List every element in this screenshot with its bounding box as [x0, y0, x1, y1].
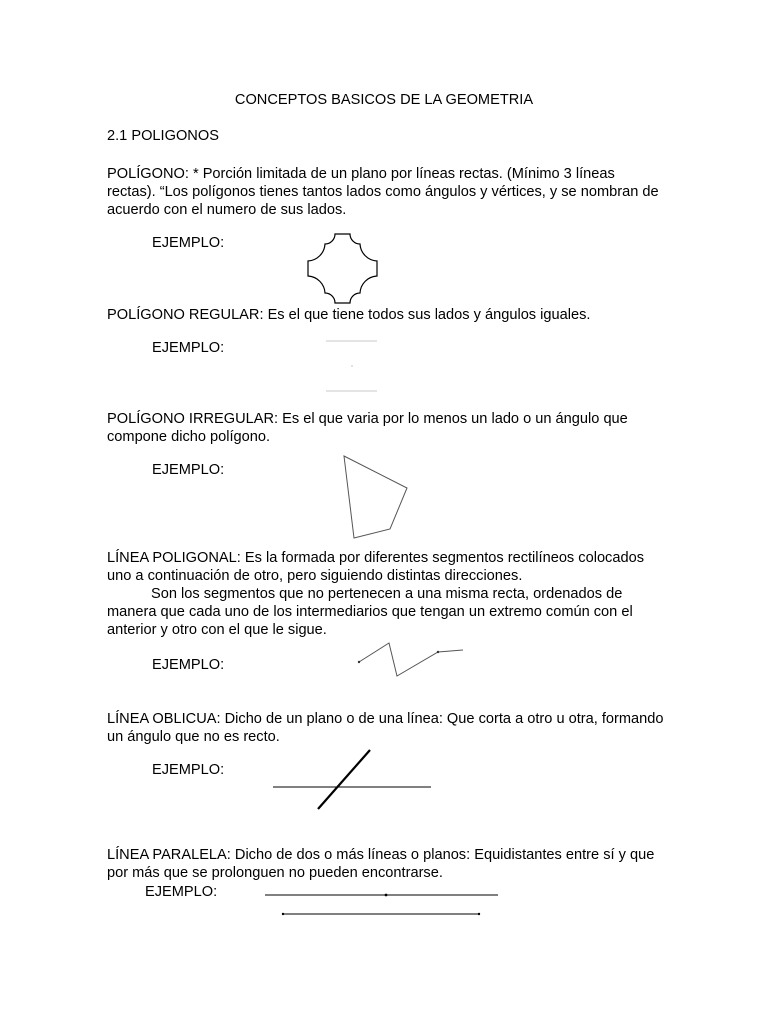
definition-text: Dicho de dos o más líneas o planos: Equidistantes entre sí y que por más que se prolonguen no pueden encontrarse.	[107, 847, 655, 881]
example-label: EJEMPLO:	[145, 884, 218, 900]
definition-extra: Son los segmentos que no pertenecen a una misma recta, ordenados de manera que cada uno de los intermediarios que tengan un extremo común con el anterior y otro con el que le sigue.	[107, 586, 633, 638]
definition-text: Es el que varia por lo menos un lado o un ángulo que compone dicho polígono.	[107, 411, 628, 445]
oblique-line-figure	[268, 744, 438, 814]
example-label: EJEMPLO:	[152, 340, 225, 356]
example-label: EJEMPLO:	[152, 762, 225, 778]
irregular-polygon-figure	[338, 450, 414, 544]
polygonal-line-figure	[355, 640, 470, 680]
definition-linea-oblicua	[107, 710, 667, 746]
definition-text: Dicho de un plano o de una línea: Que corta a otro u otra, formando un ángulo que no es recto.	[107, 711, 664, 745]
term-label: POLÍGONO REGULAR:	[107, 307, 264, 323]
section-heading: 2.1 POLIGONOS	[107, 128, 219, 144]
term-label: LÍNEA POLIGONAL:	[107, 550, 241, 566]
definition-poligono	[107, 165, 667, 219]
parallel-lines-figure	[262, 888, 502, 920]
term-label: POLÍGONO:	[107, 166, 189, 182]
page-title: CONCEPTOS BASICOS DE LA GEOMETRIA	[234, 92, 534, 108]
term-label: POLÍGONO IRREGULAR:	[107, 411, 279, 427]
definition-poligono-regular	[107, 306, 667, 324]
definition-text: * Porción limitada de un plano por líneas rectas. (Mínimo 3 líneas rectas). “Los polígonos tienes tantos lados como ángulos y vértices, y se nombran de acuerdo con el numero de sus lados.	[107, 166, 659, 218]
example-label: EJEMPLO:	[152, 235, 225, 251]
example-label: EJEMPLO:	[152, 462, 225, 478]
definition-text: Es el que tiene todos sus lados y ángulos iguales.	[263, 307, 591, 323]
cross-polygon-figure	[300, 226, 390, 310]
definition-poligono-irregular	[107, 410, 667, 446]
definition-text: Es la formada por diferentes segmentos rectilíneos colocados uno a continuación de otro, pero siguiendo distintas direcciones.	[107, 550, 645, 584]
term-label: LÍNEA PARALELA:	[107, 847, 231, 863]
term-label: LÍNEA OBLICUA:	[107, 711, 221, 727]
definition-linea-poligonal	[107, 549, 667, 639]
regular-polygon-figure	[324, 338, 380, 394]
example-label: EJEMPLO:	[152, 657, 225, 673]
definition-linea-paralela	[107, 846, 667, 882]
